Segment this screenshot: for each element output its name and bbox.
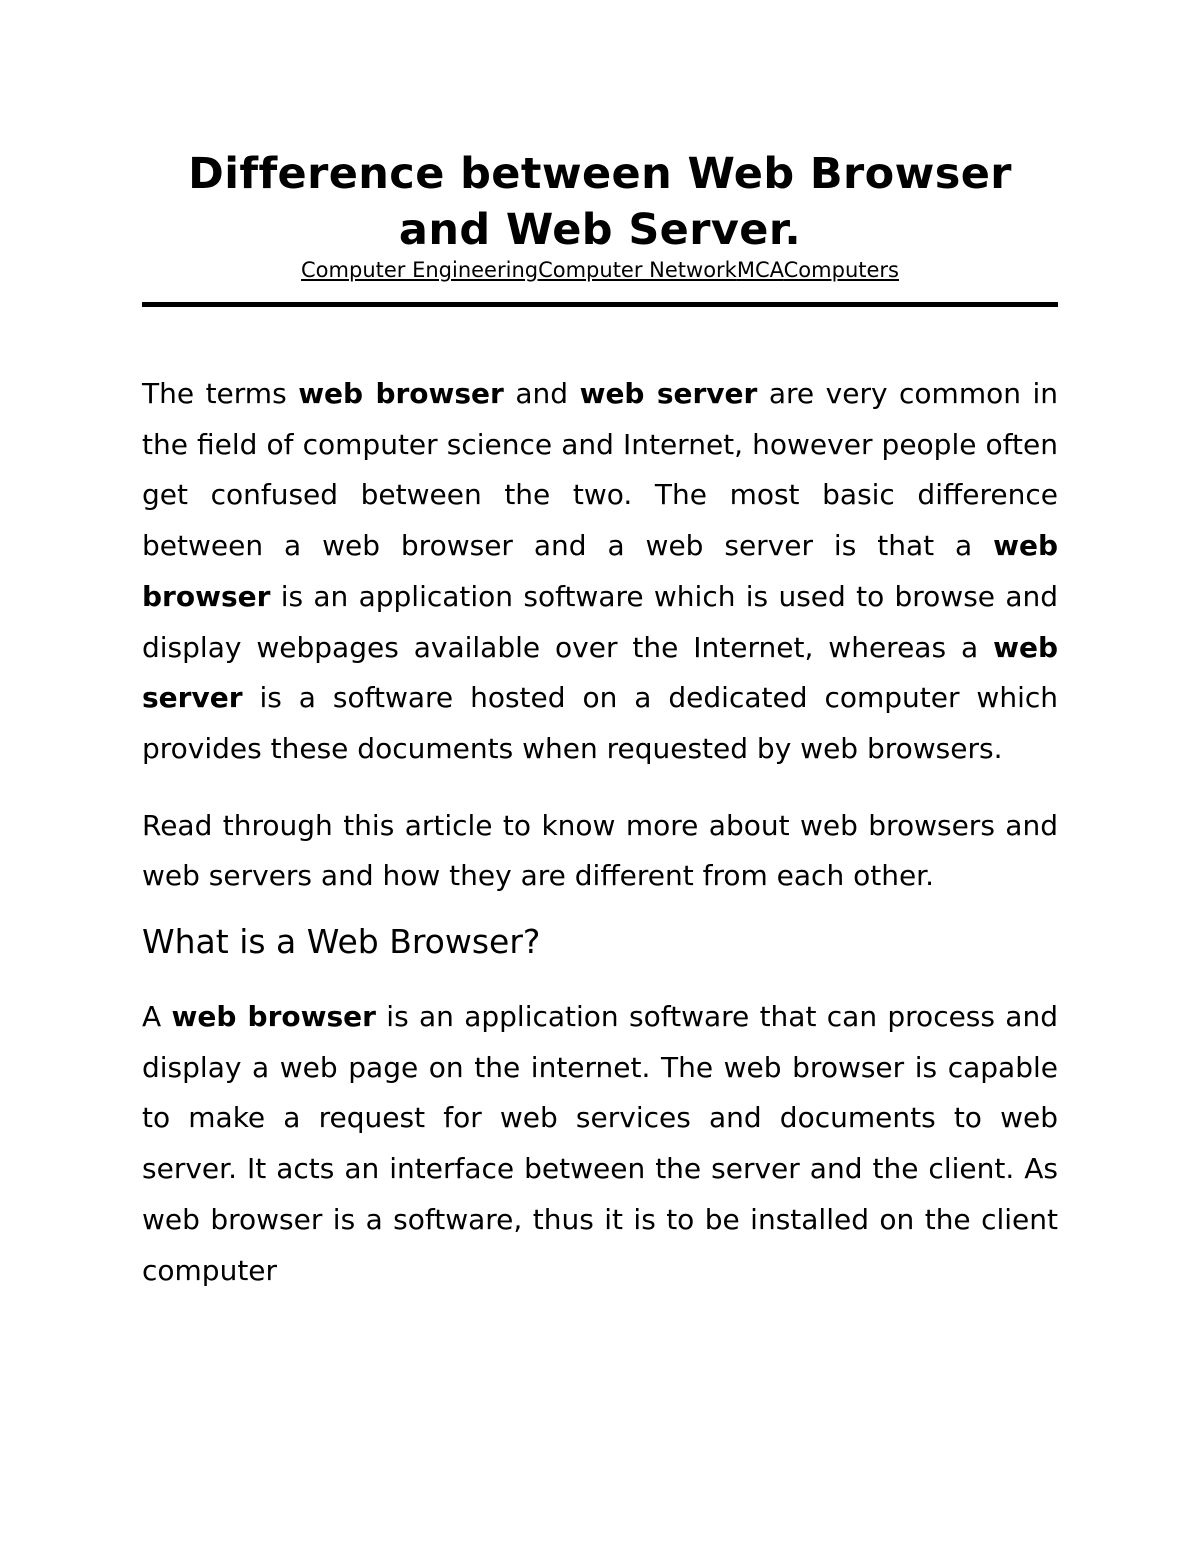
title-line-1: Difference between Web Browser <box>188 149 1012 199</box>
intro-text-5: is a software hosted on a dedicated computer which provides these documents when requested by web browsers. <box>142 681 1058 765</box>
intro-text-4: is an application software which is used to browse and display webpages available over the Internet, whereas a <box>142 579 1058 664</box>
intro-bold-web-server-2: web server <box>142 630 1058 715</box>
intro-text-2: and <box>503 377 580 410</box>
intro-bold-web-browser-2: web browser <box>142 529 1058 613</box>
intro-paragraph <box>142 369 1058 775</box>
title-line-2: and Web Server. <box>398 205 802 255</box>
browser-definition-paragraph <box>142 992 1058 1296</box>
tag-computer-engineering[interactable]: Computer Engineering <box>301 258 539 282</box>
intro-bold-web-browser: web browser <box>298 377 504 410</box>
section-heading-web-browser: What is a Web Browser? <box>142 922 541 962</box>
header-divider <box>142 302 1058 307</box>
browser-def-text-2: is an application software that can process and display a web page on the internet. The web browser is capable to make a request for web services and documents to web server. It acts an interface between the server and the client. As web browser is a software, thus it is to be installed on the client computer <box>142 1000 1058 1287</box>
read-more-paragraph: Read through this article to know more about web browsers and web servers and how they are different from each other. <box>142 808 1058 893</box>
page-title <box>142 0 1058 258</box>
category-tags <box>142 256 1058 284</box>
browser-def-bold: web browser <box>171 1000 376 1034</box>
tag-computer-network[interactable]: Computer Network <box>538 258 737 282</box>
intro-text-1: The terms <box>142 377 299 410</box>
document-page <box>142 0 1058 1296</box>
tag-mca[interactable]: MCA <box>736 258 784 282</box>
intro-bold-web-server: web server <box>579 377 758 410</box>
browser-def-text-1: A <box>142 1000 172 1034</box>
tag-computers[interactable]: Computers <box>783 258 899 282</box>
intro-text-3: are very common in the field of computer science and Internet, however people often get confused between the two. The most basic difference between a web browser and a web server is that a <box>142 377 1059 563</box>
